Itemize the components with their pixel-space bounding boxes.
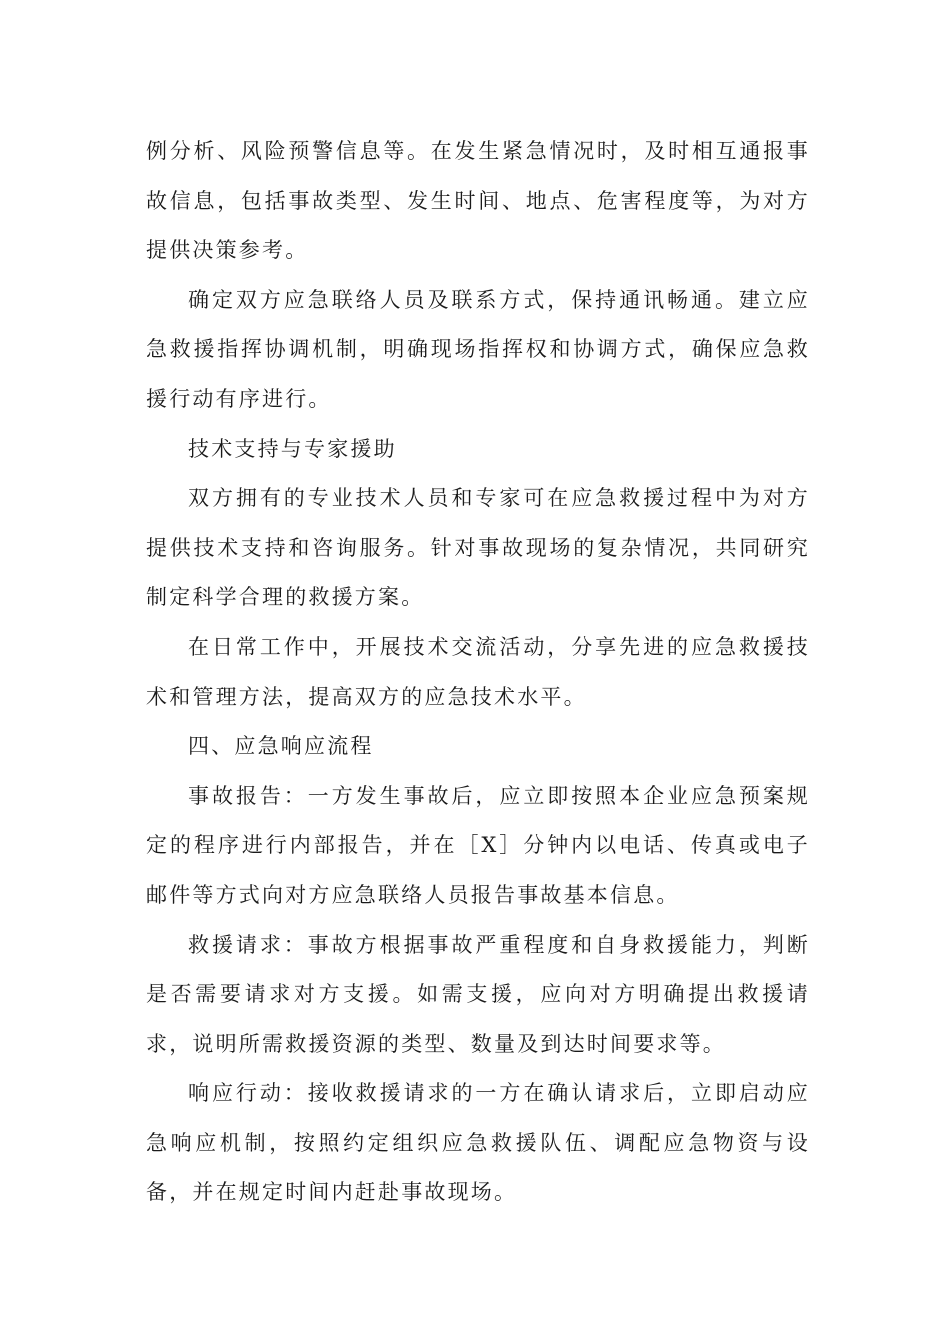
paragraph: 例分析、风险预警信息等。在发生紧急情况时，及时相互通报事故信息，包括事故类型、发生时间、地点、危害程度等，为对方提供决策参考。	[146, 139, 810, 263]
paragraph: 双方拥有的专业技术人员和专家可在应急救援过程中为对方提供技术支持和咨询服务。针对事故现场的复杂情况，共同研究制定科学合理的救援方案。	[146, 486, 810, 610]
section-heading: 技术支持与专家援助	[188, 436, 397, 461]
paragraph: 响应行动：接收救援请求的一方在确认请求后，立即启动应急响应机制，按照约定组织应急救援队伍、调配应急物资与设备，并在规定时间内赶赴事故现场。	[146, 1081, 810, 1205]
paragraph: 在日常工作中，开展技术交流活动，分享先进的应急救援技术和管理方法，提高双方的应急技术水平。	[146, 634, 810, 709]
paragraph: 事故报告：一方发生事故后，应立即按照本企业应急预案规定的程序进行内部报告，并在［X］分钟内以电话、传真或电子邮件等方式向对方应急联络人员报告事故基本信息。	[146, 783, 810, 907]
paragraph: 确定双方应急联络人员及联系方式，保持通讯畅通。建立应急救援指挥协调机制，明确现场指挥权和协调方式，确保应急救援行动有序进行。	[146, 287, 810, 411]
section-heading: 四、应急响应流程	[188, 734, 374, 759]
paragraph: 救援请求：事故方根据事故严重程度和自身救援能力，判断是否需要请求对方支援。如需支援，应向对方明确提出救援请求，说明所需救援资源的类型、数量及到达时间要求等。	[146, 932, 810, 1056]
document-body	[146, 127, 810, 1218]
